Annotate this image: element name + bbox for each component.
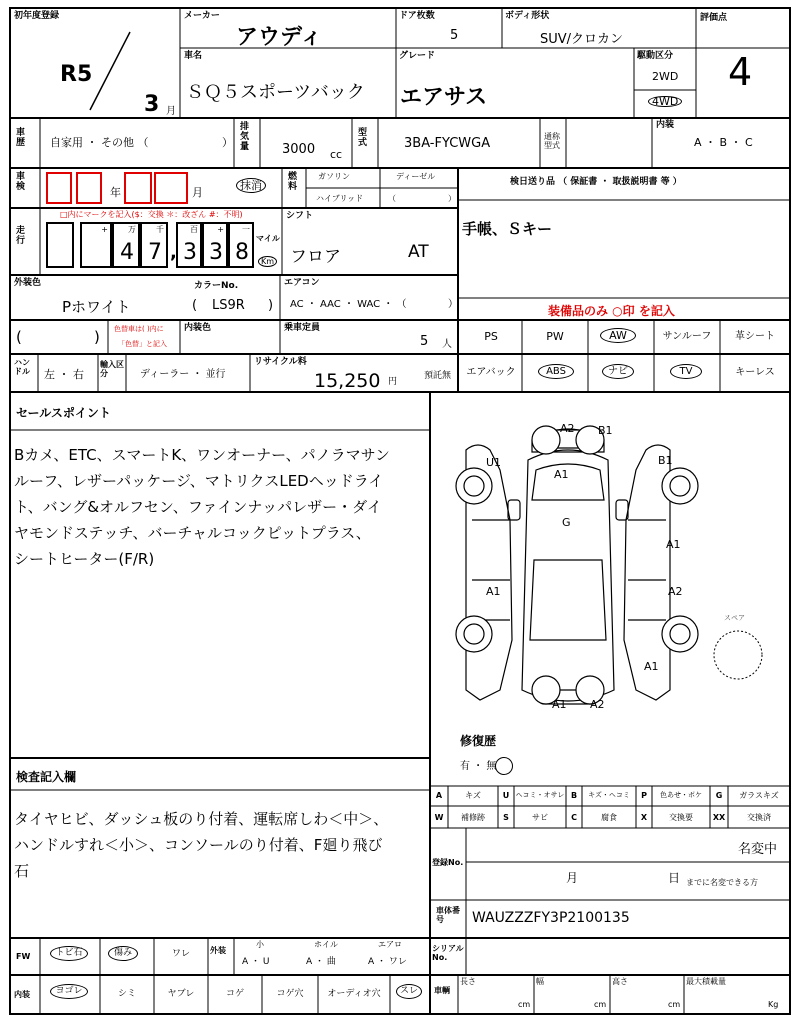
mileage-unit: + <box>101 225 108 234</box>
legend-desc: 交換要 <box>669 813 693 822</box>
first-reg-month-unit: 月 <box>166 106 176 117</box>
fw-label: FW <box>16 952 31 961</box>
height-unit: cm <box>668 1000 681 1009</box>
history-label: 車歴 <box>16 128 26 148</box>
legend-desc: ヘコミ・オサレ <box>515 791 565 799</box>
type-label: 型式 <box>358 128 368 148</box>
seating-label: 乗車定員 <box>284 323 321 333</box>
sales-line: ト、バング&オルフセン、ファインナッパレザー・ダイ <box>14 498 382 516</box>
inspection-month-box-2 <box>154 172 188 204</box>
damage-mark: U1 <box>486 456 502 469</box>
color-no-open: ( <box>192 298 198 313</box>
equip-navi: ナビ <box>602 364 634 379</box>
first-reg-label: 初年度登録 <box>14 11 60 21</box>
handle-options: 左 ・ 右 <box>44 368 84 381</box>
recycle-label: リサイクル料 <box>254 357 307 367</box>
spare-label: スペア <box>724 614 745 622</box>
interior-burn-hole: コゲ穴 <box>276 989 304 999</box>
import-options: ディーラー ・ 並行 <box>140 369 226 380</box>
mileage-digit-box-6 <box>228 222 254 268</box>
legend-code: S <box>503 813 509 822</box>
small-options: A ・ U <box>242 957 270 967</box>
color-no-label: カラーNo. <box>194 281 239 291</box>
registration-deadline: までに名変できる方 <box>686 878 758 887</box>
mileage-digit: 3 <box>183 240 197 265</box>
legend-code: B <box>570 791 578 800</box>
registration-label: 登録No. <box>432 858 464 867</box>
registration-month-unit: 月 <box>566 871 579 885</box>
wheel-label: ホイル <box>314 940 338 949</box>
mileage-unit: 万 <box>128 225 136 234</box>
drive-4wd: 4WD <box>648 96 682 107</box>
seating-unit: 人 <box>442 339 452 350</box>
damage-mark: A1 <box>554 468 569 481</box>
mileage-comma: , <box>170 242 177 263</box>
damage-mark: A1 <box>552 698 567 711</box>
maker-label: メーカー <box>184 11 220 21</box>
color-change-close: ) <box>94 328 100 346</box>
mile-label: マイル <box>256 234 280 243</box>
interior-dirt: ヨゴレ <box>50 984 88 999</box>
sales-line: Bカメ、ETC、スマートK、ワンオーナー、パノラマサン <box>14 446 390 464</box>
mileage-unit: 百 <box>190 225 198 234</box>
repair-none-circle <box>495 757 513 775</box>
inspection-label: 車検 <box>16 172 26 192</box>
mileage-unit: 千 <box>156 225 164 234</box>
legend-desc: 交換済 <box>747 813 771 822</box>
sales-label: セールスポイント <box>16 406 111 420</box>
registration-day-unit: 日 <box>668 871 681 885</box>
vin-label: 車体番号 <box>436 906 460 924</box>
legend-code: A <box>435 791 443 800</box>
legend-code: XX <box>712 813 726 822</box>
fuel-other-open: （ <box>388 194 396 203</box>
mileage-digit-box-5 <box>202 222 228 268</box>
mileage-label: 走行 <box>16 226 26 246</box>
height-label: 高さ <box>612 977 628 986</box>
equip-aw: AW <box>600 328 636 343</box>
damage-mark: A1 <box>486 585 501 598</box>
sales-line: ヤモンドステッチ、バーチャルコックピットプラス、 <box>14 524 371 542</box>
aero-options: A ・ ワレ <box>368 957 407 967</box>
mileage-unit: + <box>217 225 224 234</box>
history-close: ） <box>222 136 233 149</box>
legend-code: C <box>571 813 577 822</box>
fuel-label: 燃料 <box>288 172 298 192</box>
equip-ps: PS <box>484 330 498 343</box>
inspection-line: タイヤヒビ、ダッシュ板のり付着、運転席しわ＜中＞、 <box>14 810 389 828</box>
legend-desc: 腐食 <box>601 813 617 822</box>
mileage-digit-box-2 <box>112 222 140 268</box>
grade-value: エアサス <box>400 85 488 110</box>
mileage-box-0 <box>46 222 74 268</box>
inspection-month-unit: 月 <box>192 186 203 199</box>
inspection-year-unit: 年 <box>110 186 121 199</box>
drive-2wd: 2WD <box>652 70 679 83</box>
body-label: ボディ形状 <box>505 11 550 21</box>
score-label: 評価点 <box>700 13 728 23</box>
mileage-digit: 7 <box>148 240 162 265</box>
fw-chip: トビ石 <box>50 946 88 961</box>
color-no-value: LS9R <box>212 298 245 313</box>
inspection-line: ハンドルすれ＜小＞、コンソールのり付着、F廻り飛び <box>14 836 383 854</box>
interior-color-label: 内装色 <box>184 323 212 333</box>
legend-code: X <box>640 813 648 822</box>
color-change-note-1: 色替車は( )内に <box>114 325 164 333</box>
color-label: 外装色 <box>14 278 42 288</box>
history-text: 自家用 ・ その他 （ <box>50 136 149 149</box>
legend-desc: 補修跡 <box>461 813 485 822</box>
serial-label: シリアルNo. <box>432 944 464 962</box>
model-value: ＳＱ５スポーツバック <box>186 82 365 103</box>
equip-tv: TV <box>670 364 702 379</box>
equip-sunroof: サンルーフ <box>662 331 712 342</box>
legend-code: G <box>715 791 723 800</box>
name-change-label: 名変中 <box>738 842 778 857</box>
legend-code: U <box>502 791 510 800</box>
km-label: Km <box>258 256 277 267</box>
inspection-era-box <box>46 172 72 204</box>
mileage-unit: 一 <box>242 225 250 234</box>
damage-mark: B1 <box>598 424 613 437</box>
mileage-digit-box-4 <box>176 222 202 268</box>
equip-airbag: エアバック <box>466 367 516 378</box>
first-reg-era: R5 <box>60 62 93 87</box>
vin-value: WAUZZZFY3P2100135 <box>472 910 630 926</box>
fw-crack: ワレ <box>171 949 190 959</box>
recycle-note: 預託無 <box>424 371 452 381</box>
first-reg-month: 3 <box>144 92 160 117</box>
damage-mark: A1 <box>644 660 659 673</box>
doors-label: ドア枚数 <box>399 11 435 21</box>
equip-abs: ABS <box>538 364 574 379</box>
model-label: 車名 <box>184 51 203 61</box>
mileage-digit: 4 <box>120 240 134 265</box>
maker-value: アウディ <box>236 25 323 50</box>
equip-pw: PW <box>546 330 564 343</box>
mileage-digit: 8 <box>235 240 249 265</box>
damage-mark: A2 <box>668 585 683 598</box>
legend-code: W <box>434 813 444 822</box>
damage-mark: A2 <box>590 698 605 711</box>
mileage-digit: 3 <box>209 240 223 265</box>
load-unit: Kg <box>768 1000 779 1009</box>
equipment-title: 装備品のみ ○印 を記入 <box>548 304 675 318</box>
grade-label: グレード <box>399 51 436 61</box>
displacement-label: 排気量 <box>240 122 250 152</box>
legend-desc: ガラスキズ <box>739 791 779 800</box>
damage-mark: A2 <box>560 422 575 435</box>
drive-label: 駆動区分 <box>637 51 674 61</box>
inspection-month-box-1 <box>124 172 152 204</box>
width-unit: cm <box>594 1000 607 1009</box>
inspection-notes-label: 検査記入欄 <box>16 770 77 784</box>
interior-audio-hole: オーディオ穴 <box>327 989 381 999</box>
fw-damage: 傷み <box>108 946 138 961</box>
unregistered: 抹消 <box>236 178 266 193</box>
length-unit: cm <box>518 1000 531 1009</box>
sales-line: ルーフ、レザーパッケージ、マトリクスLEDヘッドライ <box>14 472 384 490</box>
recycle-unit: 円 <box>388 377 398 387</box>
inspection-notes <box>14 806 426 884</box>
interior-grades: A ・ B ・ C <box>694 136 753 149</box>
load-label: 最大積載量 <box>686 977 726 986</box>
score-value: 4 <box>728 50 753 94</box>
aircon-options: AC ・ AAC ・ WAC ・ （ <box>290 299 407 310</box>
color-no-close: ) <box>268 298 274 313</box>
legend-desc: キズ・ヘコミ <box>588 791 630 799</box>
color-change-note-2: 「色替」と記入 <box>118 340 167 348</box>
damage-mark: G <box>562 516 571 529</box>
doors-value: 5 <box>450 28 459 43</box>
legend-desc: サビ <box>532 813 548 822</box>
seating-value: 5 <box>420 334 429 349</box>
inspection-line: 石 <box>14 862 30 880</box>
aircon-label: エアコン <box>284 278 320 288</box>
legend-desc: キズ <box>465 791 481 800</box>
dimensions-label: 車輌 <box>434 986 450 995</box>
handle-label: ハンドル <box>14 358 30 376</box>
wheel-options: A ・ 曲 <box>306 957 336 967</box>
displacement-value: 3000 <box>282 142 316 157</box>
length-label: 長さ <box>460 977 476 986</box>
color-change-open: ( <box>16 328 22 346</box>
sales-line: シートヒーター(F/R) <box>14 550 155 568</box>
mileage-note: □内にマークを記入($：交換 ＊：改ざん #：不明) <box>60 210 243 219</box>
displacement-unit: cc <box>330 148 343 161</box>
exterior-label: 外装 <box>210 946 226 955</box>
repair-options: 有 ・ 無 <box>460 761 497 772</box>
aircon-close: ） <box>448 299 458 310</box>
interior-burn: コゲ <box>225 989 244 999</box>
damage-mark: A1 <box>666 538 681 551</box>
interior-scuff: スレ <box>396 984 422 999</box>
recycle-value: 15,250 <box>314 370 381 392</box>
interior-row-label: 内装 <box>14 990 30 999</box>
fuel-other-close: ） <box>448 194 456 203</box>
interior-tear: ヤブレ <box>167 989 195 999</box>
type-value: 3BA-FYCWGA <box>404 136 491 151</box>
sales-points <box>14 442 426 572</box>
import-label: 輸入区分 <box>100 360 124 378</box>
body-value: SUV/クロカン <box>540 32 624 47</box>
legend-desc: 色あせ・ボケ <box>660 791 702 799</box>
shift-label: シフト <box>286 211 314 221</box>
mileage-digit-box-3 <box>140 222 168 268</box>
notes-value: 手帳、Ｓキー <box>462 220 553 238</box>
common-type-label: 通称型式 <box>544 132 560 150</box>
small-label: 小 <box>256 940 264 949</box>
shift-value: フロア <box>290 247 341 267</box>
damage-mark: B1 <box>658 454 673 467</box>
equip-keyless: キーレス <box>735 367 775 378</box>
fuel-gasoline: ガソリン <box>318 172 350 181</box>
legend-code: P <box>641 791 647 800</box>
fuel-hybrid: ハイブリッド <box>316 194 364 203</box>
transmission-value: AT <box>408 242 429 262</box>
interior-label: 内装 <box>656 120 675 130</box>
inspection-year-box <box>76 172 102 204</box>
mileage-digit-box-1 <box>80 222 112 268</box>
spare-tire-icon <box>714 631 762 679</box>
documents-included: 検日送り品 （ 保証書 ・ 取扱説明書 等 ） <box>510 177 682 187</box>
repair-label: 修復歴 <box>460 734 497 748</box>
interior-stain: シミ <box>117 989 136 999</box>
width-label: 幅 <box>536 977 544 986</box>
color-value: Pホワイト <box>62 298 131 316</box>
equip-leather: 革シート <box>735 331 775 342</box>
fuel-diesel: ディーゼル <box>396 172 436 181</box>
aero-label: エアロ <box>378 940 402 949</box>
